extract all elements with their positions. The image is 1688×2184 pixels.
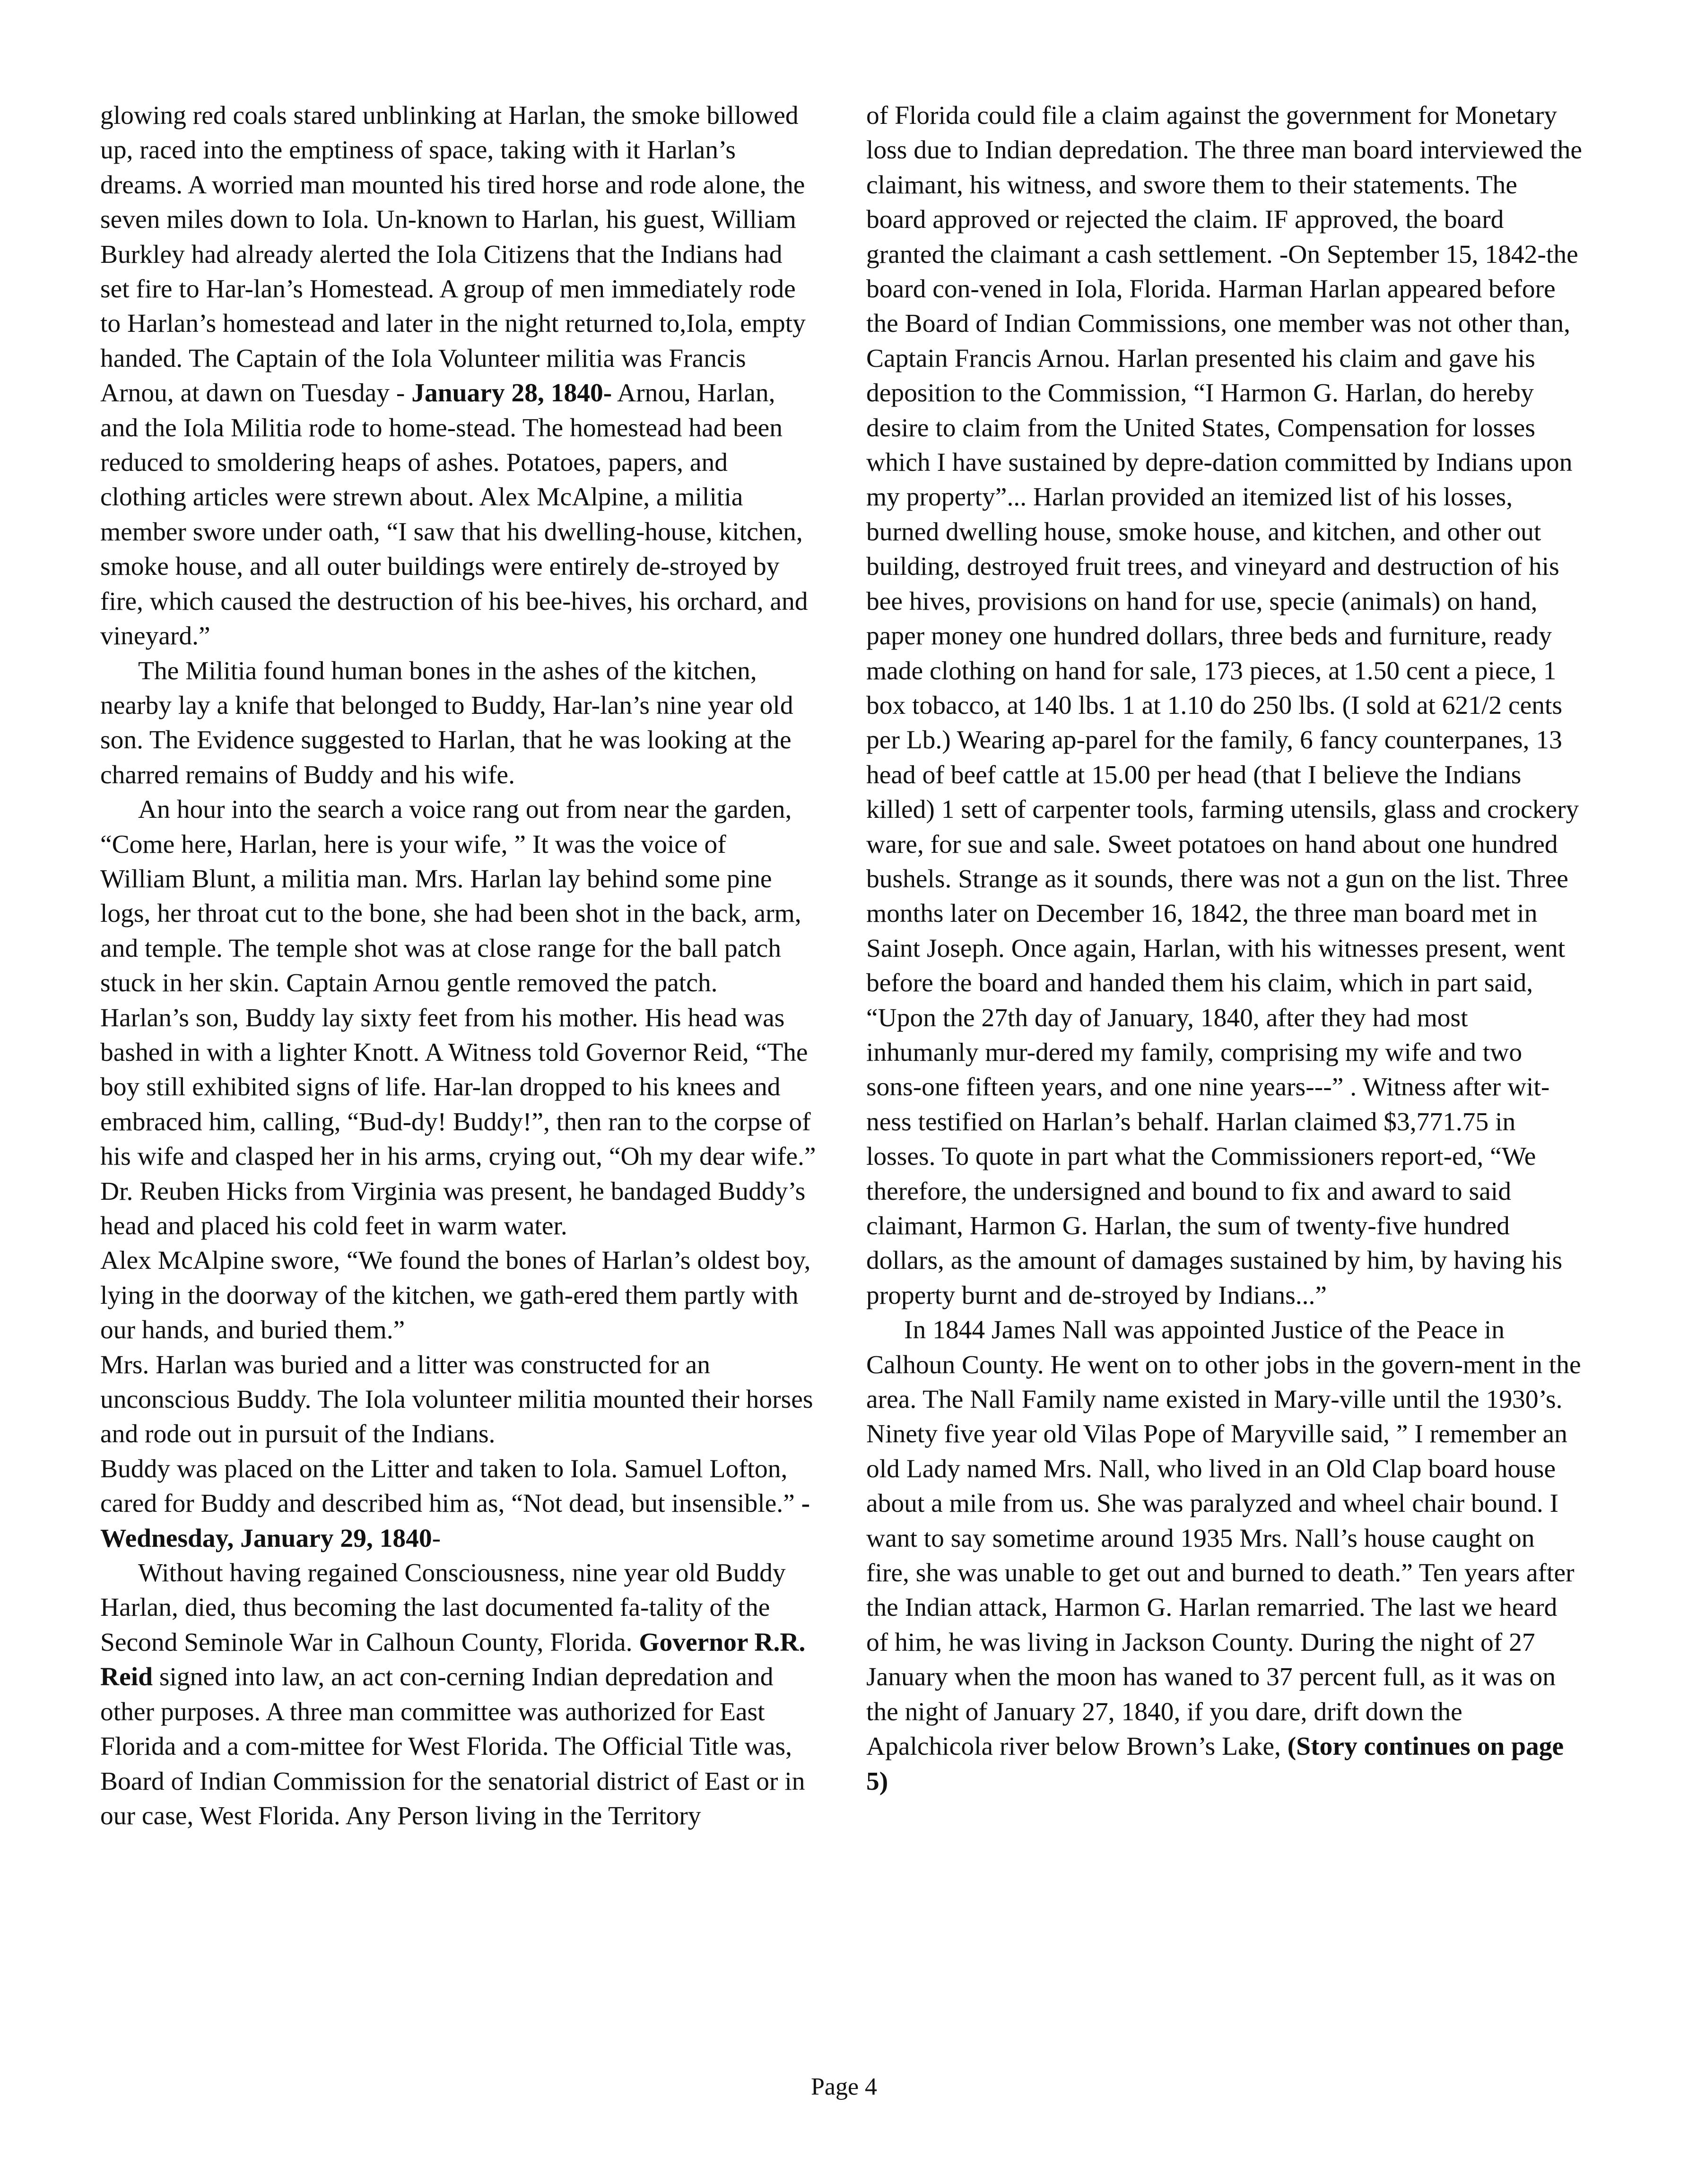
paragraph-claim: of Florida could file a claim against the government for Monetary loss due to Indian depredation. The three man board interviewed the claimant, his witness, and swore them to their statements. The board approved or rejected the claim. IF approved, the board granted the claimant a cash settlement. -On September 15, 1842-the board con-vened in Iola, Florida. Harman Harlan appeared before the Board of Indian Commissions, one member was not other than, Captain Francis Arnou. Harlan presented his claim and gave his deposition to the Commission, “I Harmon G. Harlan, do hereby desire to claim from the United States, Compensation for losses which I have sustained by depre-dation committed by Indians upon my property”... Harlan provided an itemized list of his losses, burned dwelling house, smoke house, and kitchen, and other out building, destroyed fruit trees, and vineyard and destruction of his bee hives, provisions on hand for use, specie (animals) on hand, paper money one hundred dollars, three beds and furniture, ready made clothing on hand for sale, 173 pieces, at 1.50 cent a piece, 1 box tobacco, at 140 lbs. 1 at 1.10 do 250 lbs. (I sold at 621/2 cents per Lb.) Wearing ap-parel for the family, 6 fancy counterpanes, 13 head of beef cattle at 15.00 per head (that I believe the Indians killed) 1 sett of carpenter tools, farming utensils, glass and crockery ware, for sue and sale. Sweet potatoes on hand about one hundred bushels. Strange as it sounds, there was not a gun on the list. Three months later on December 16, 1842, the three man board met in Saint Joseph. Once again, Harlan, with his witnesses present, went before the board and handed them his claim, which in part said, “Upon the 27th day of January, 1840, after they had most inhumanly mur-dered my family, comprising my wife and two sons-one fifteen years, and one nine years---” . Witness after wit-ness testified on Harlan’s behalf. Harlan claimed $3,771.75 in losses. To quote in part what the Commissioners report-ed, “We therefore, the undersigned and bound to fix and award to said claimant, Harmon G. Harlan, the sum of twenty-five hundred dollars, as the amount of damages sustained by him, by having his property burnt and de-stroyed by Indians...” — [866, 101, 1582, 1310]
paragraph-text: In 1844 James Nall was appointed Justice of the Peace in Calhoun County. He went on to other jobs in the govern-ment in the area. The Nall Family name existed in Mary-ville until the 1930’s. Ninety five year old Vilas Pope of Maryville said, ” I remember an old Lady named Mrs. Nall, who lived in an Old Clap board house about a mile from us. She was paralyzed and wheel chair bound. I want to say sometime around 1935 Mrs. Nall’s house caught on fire, she was unable to get out and burned to death.” Ten years after the Indian attack, Harmon G. Harlan remarried. The last we heard of him, he was living in Jackson County. During the night of 27 January when the moon has waned to 37 percent full, as it was on the night of January 27, 1840, if you dare, drift down the Apalchicola river below Brown’s Lake, — [866, 1316, 1581, 1761]
bold-date: -Wednesday, January 29, 1840 — [100, 1489, 810, 1553]
paragraph-text: signed into law, an act con-cerning Indian depredation and other purposes. A three man committee was authorized for East Florida and a com-mittee for West Florida. The Official Title was, Board of Indian Commission for the senatorial district of East or in our case, West Florida. Any Person living in the Territory — [100, 1663, 805, 1830]
paragraph-text: glowing red coals stared unblinking at Harlan, the smoke billowed up, raced into the emptiness of space, taking with it Harlan’s dreams. A worried man mounted his tired horse and rode alone, the seven miles down to Iola. Un-known to Harlan, his guest, William Burkley had already alerted the Iola Citizens that the Indians had set fire to Har-lan’s Homestead. A group of men immediately rode to Harlan’s homestead and later in the night returned to,Iola, empty handed. The Captain of the Iola Volunteer militia was Francis Arnou, at dawn on Tuesday - — [100, 101, 806, 408]
paragraph-text: Arnou, Harlan, and the Iola Militia rode to home-stead. The homestead had been reduced to smoldering heaps of ashes. Potatoes, papers, and clothing articles were strewn about. Alex McAlpine, a militia member swore under oath, “I saw that his dwelling-house, kitchen, smoke house, and all outer buildings were entirely de-stroyed by fire, which caused the destruction of his bee-hives, his orchard, and vineyard.” — [100, 379, 808, 651]
paragraph-litter — [100, 1452, 817, 1556]
continued-note: (Story continues on page 5) — [866, 1732, 1564, 1796]
paragraph-text: Buddy was placed on the Litter and taken to Iola. Samuel Lofton, cared for Buddy and described him as, “Not dead, but insensible.” — [100, 1454, 801, 1518]
bold-date: January 28, 1840- — [411, 379, 612, 408]
bold-name: Governor R.R. Reid — [100, 1628, 806, 1692]
paragraph-mcalpine-testimony: Alex McAlpine swore, “We found the bones of Harlan’s oldest boy, lying in the doorway of the kitchen, we gath-ered them partly with our hands, and buried them.” — [100, 1246, 811, 1345]
paragraph-buddy-found: Harlan’s son, Buddy lay sixty feet from his mother. His head was bashed in with a lighter Knott. A Witness told Governor Reid, “The boy still exhibited signs of life. Har-lan dropped to his knees and embraced him, calling, “Bud-dy! Buddy!”, then ran to the corpse of his wife and clasped her in his arms, crying out, “Oh my dear wife.” — [100, 1003, 816, 1171]
paragraph-fire-aftermath — [100, 98, 817, 654]
right-column — [866, 98, 1583, 1799]
page-number: Page 4 — [810, 2073, 878, 2100]
paragraph-bones-found: The Militia found human bones in the ashes of the kitchen, nearby lay a knife that belonged to Buddy, Har-lan’s nine year old son. The Evidence suggested to Harlan, that he was looking at the charred remains of Buddy and his wife. — [100, 656, 793, 789]
paragraph-text: Without having regained Consciousness, nine year old Buddy Harlan, died, thus becoming the last documented fa-tality of the Second Seminole War in Calhoun County, Florida. — [100, 1559, 786, 1657]
paragraph-burial: Mrs. Harlan was buried and a litter was constructed for an unconscious Buddy. The Iola volunteer militia mounted their horses and rode out in pursuit of the Indians. — [100, 1350, 813, 1449]
left-column — [100, 98, 817, 1833]
paragraph-text: - — [432, 1524, 441, 1553]
paragraph-nall — [866, 1313, 1583, 1799]
paragraph-buddy-death — [100, 1556, 817, 1833]
paragraph-search-wife: An hour into the search a voice rang out from near the garden, “Come here, Harlan, here is your wife, ” It was the voice of William Blunt, a militia man. Mrs. Harlan lay behind some pine logs, her throat cut to the bone, she had been shot in the back, arm, and temple. The temple shot was at close range for the ball patch stuck in her skin. Captain Arnou gentle removed the patch. — [100, 795, 801, 998]
paragraph-dr-hicks: Dr. Reuben Hicks from Virginia was present, he bandaged Buddy’s head and placed his cold feet in warm water. — [100, 1177, 806, 1240]
